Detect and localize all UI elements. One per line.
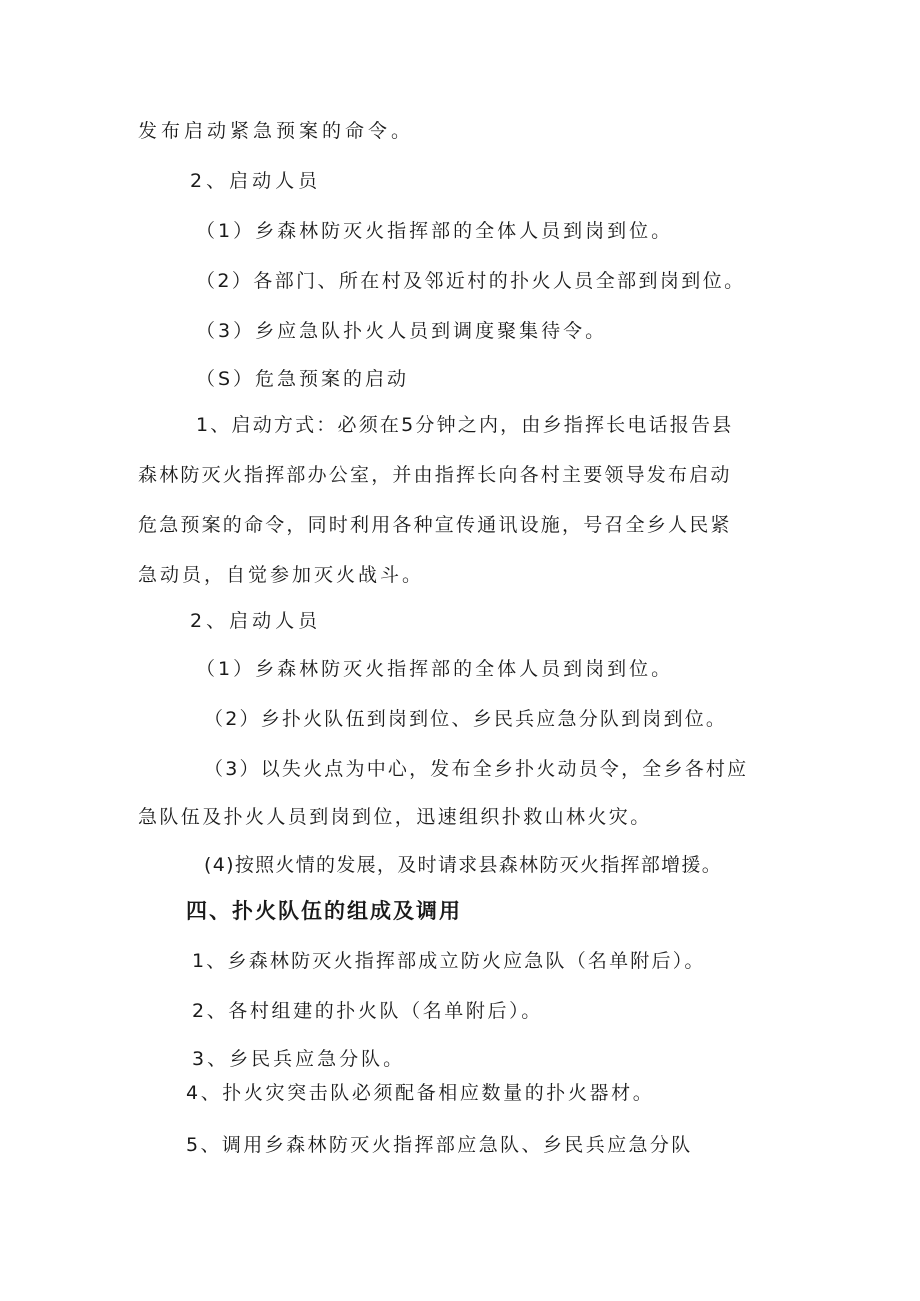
list-item: （2）各部门、所在村及邻近村的扑火人员全部到岗到位。 (196, 270, 746, 292)
paragraph-line: 急队伍及扑火人员到岗到位，迅速组织扑救山林火灾。 (138, 806, 652, 828)
list-item: （1）乡森林防灭火指挥部的全体人员到岗到位。 (196, 658, 674, 680)
list-item: 2、各村组建的扑火队（名单附后）。 (192, 1000, 543, 1022)
section-subheading: 2、启动人员 (190, 170, 322, 192)
list-item: 1、乡森林防灭火指挥部成立防火应急队（名单附后）。 (192, 950, 706, 972)
list-item: 4、扑火灾突击队必须配备相应数量的扑火器材。 (186, 1082, 655, 1104)
list-item: （3）以失火点为中心，发布全乡扑火动员令，全乡各村应 (204, 758, 749, 780)
paragraph-line: 森林防灭火指挥部办公室，并由指挥长向各村主要领导发布启动 (138, 464, 732, 486)
list-item: 5、调用乡森林防灭火指挥部应急队、乡民兵应急分队 (186, 1134, 693, 1156)
paragraph-line: 急动员，自觉参加灭火战斗。 (138, 564, 425, 586)
paragraph-line: 危急预案的命令，同时利用各种宣传通讯设施，号召全乡人民紧 (138, 514, 732, 536)
list-item: （1）乡森林防灭火指挥部的全体人员到岗到位。 (196, 220, 674, 242)
list-item: 3、乡民兵应急分队。 (192, 1048, 406, 1070)
section-subheading: 2、启动人员 (190, 610, 322, 632)
section-heading: 四、扑火队伍的组成及调用 (186, 899, 462, 923)
section-subheading: （S）危急预案的启动 (196, 368, 410, 390)
paragraph-line: 发布启动紧急预案的命令。 (138, 120, 415, 142)
list-item: （2）乡扑火队伍到岗到位、乡民兵应急分队到岗到位。 (204, 708, 728, 730)
list-item: （3）乡应急队扑火人员到调度聚集待令。 (196, 320, 608, 342)
paragraph-line: 1、启动方式：必须在5分钟之内，由乡指挥长电话报告县 (196, 414, 734, 436)
list-item: (4)按照火情的发展，及时请求县森林防灭火指挥部增援。 (204, 854, 723, 876)
